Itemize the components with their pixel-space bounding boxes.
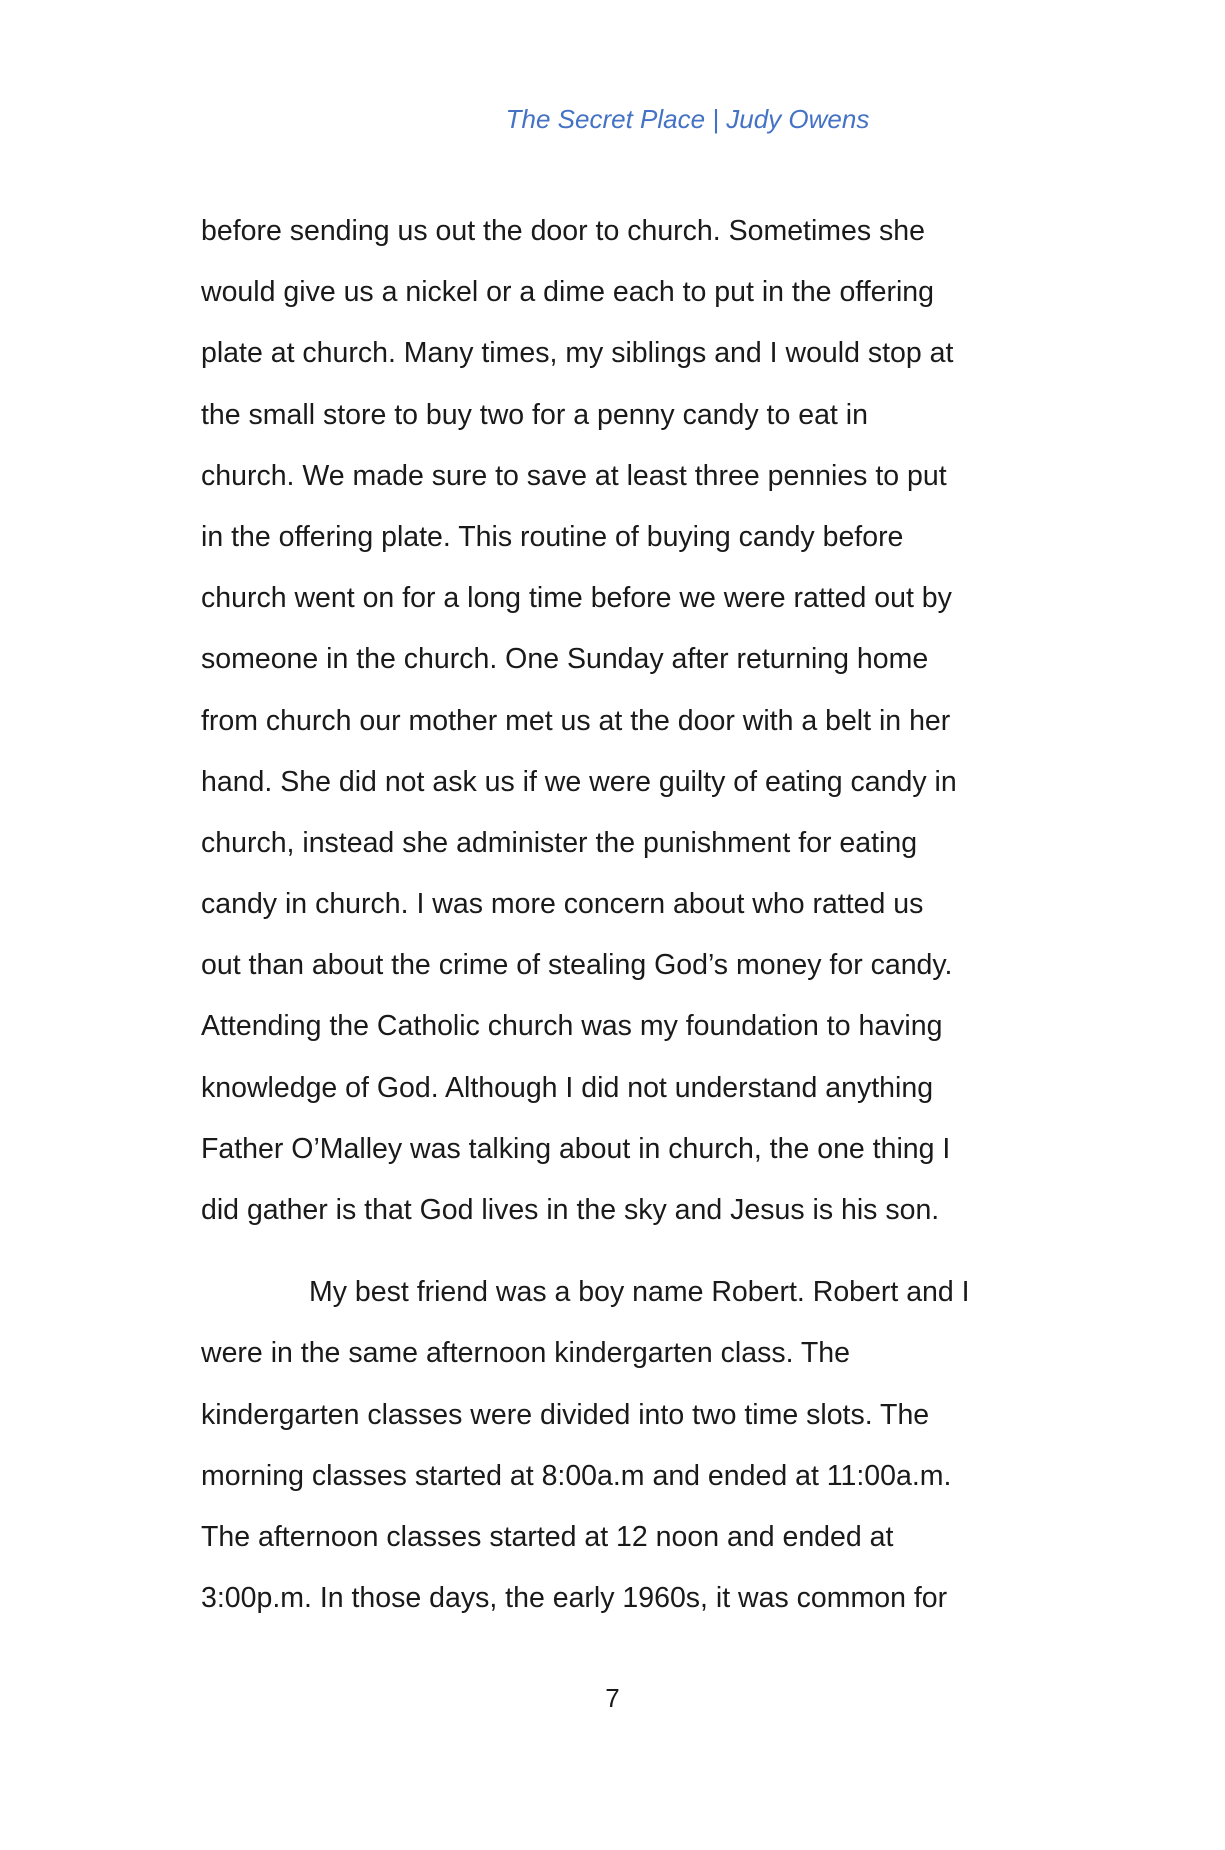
page-number: 7 — [605, 1683, 620, 1713]
text-line: in the offering plate. This routine of buying candy before — [201, 520, 904, 553]
body-text — [201, 201, 1041, 1629]
text-line: from church our mother met us at the door with a belt in her — [201, 704, 951, 737]
text-line: church went on for a long time before we were ratted out by — [201, 582, 952, 615]
text-line: were in the same afternoon kindergarten class. The — [201, 1337, 851, 1370]
paragraph — [201, 201, 1041, 1241]
text-line: knowledge of God. Although I did not understand anything — [201, 1071, 934, 1104]
text-line: Father O’Malley was talking about in church, the one thing I — [201, 1132, 951, 1165]
text-line: before sending us out the door to church. Sometimes she — [201, 215, 926, 247]
text-line: would give us a nickel or a dime each to put in the offering — [201, 276, 934, 309]
text-line: morning classes started at 8:00a.m and ended at 11:00a.m. — [201, 1459, 952, 1492]
text-line: hand. She did not ask us if we were guilty of eating candy in — [201, 765, 957, 798]
text-line: candy in church. I was more concern about who ratted us — [201, 888, 924, 921]
text-line: 3:00p.m. In those days, the early 1960s, it was common for — [201, 1582, 948, 1615]
text-line: did gather is that God lives in the sky and Jesus is his son. — [201, 1194, 940, 1226]
text-line: the small store to buy two for a penny candy to eat in — [201, 398, 868, 431]
text-line: plate at church. Many times, my siblings and I would stop at — [201, 337, 954, 370]
text-line: church, instead she administer the punishment for eating — [201, 826, 918, 859]
running-header: The Secret Place | Judy Owens — [505, 104, 870, 134]
text-line: church. We made sure to save at least three pennies to put — [201, 459, 947, 492]
text-line: The afternoon classes started at 12 noon and ended at — [201, 1520, 894, 1553]
text-line: Attending the Catholic church was my foundation to having — [201, 1010, 943, 1043]
paragraph-spacer — [201, 1241, 1041, 1262]
text-line: My best friend was a boy name Robert. Robert and I — [309, 1276, 970, 1309]
text-line: someone in the church. One Sunday after returning home — [201, 643, 929, 676]
text-line: out than about the crime of stealing God’s money for candy. — [201, 949, 953, 982]
paragraph — [201, 1262, 1041, 1629]
text-line: kindergarten classes were divided into two time slots. The — [201, 1398, 930, 1431]
